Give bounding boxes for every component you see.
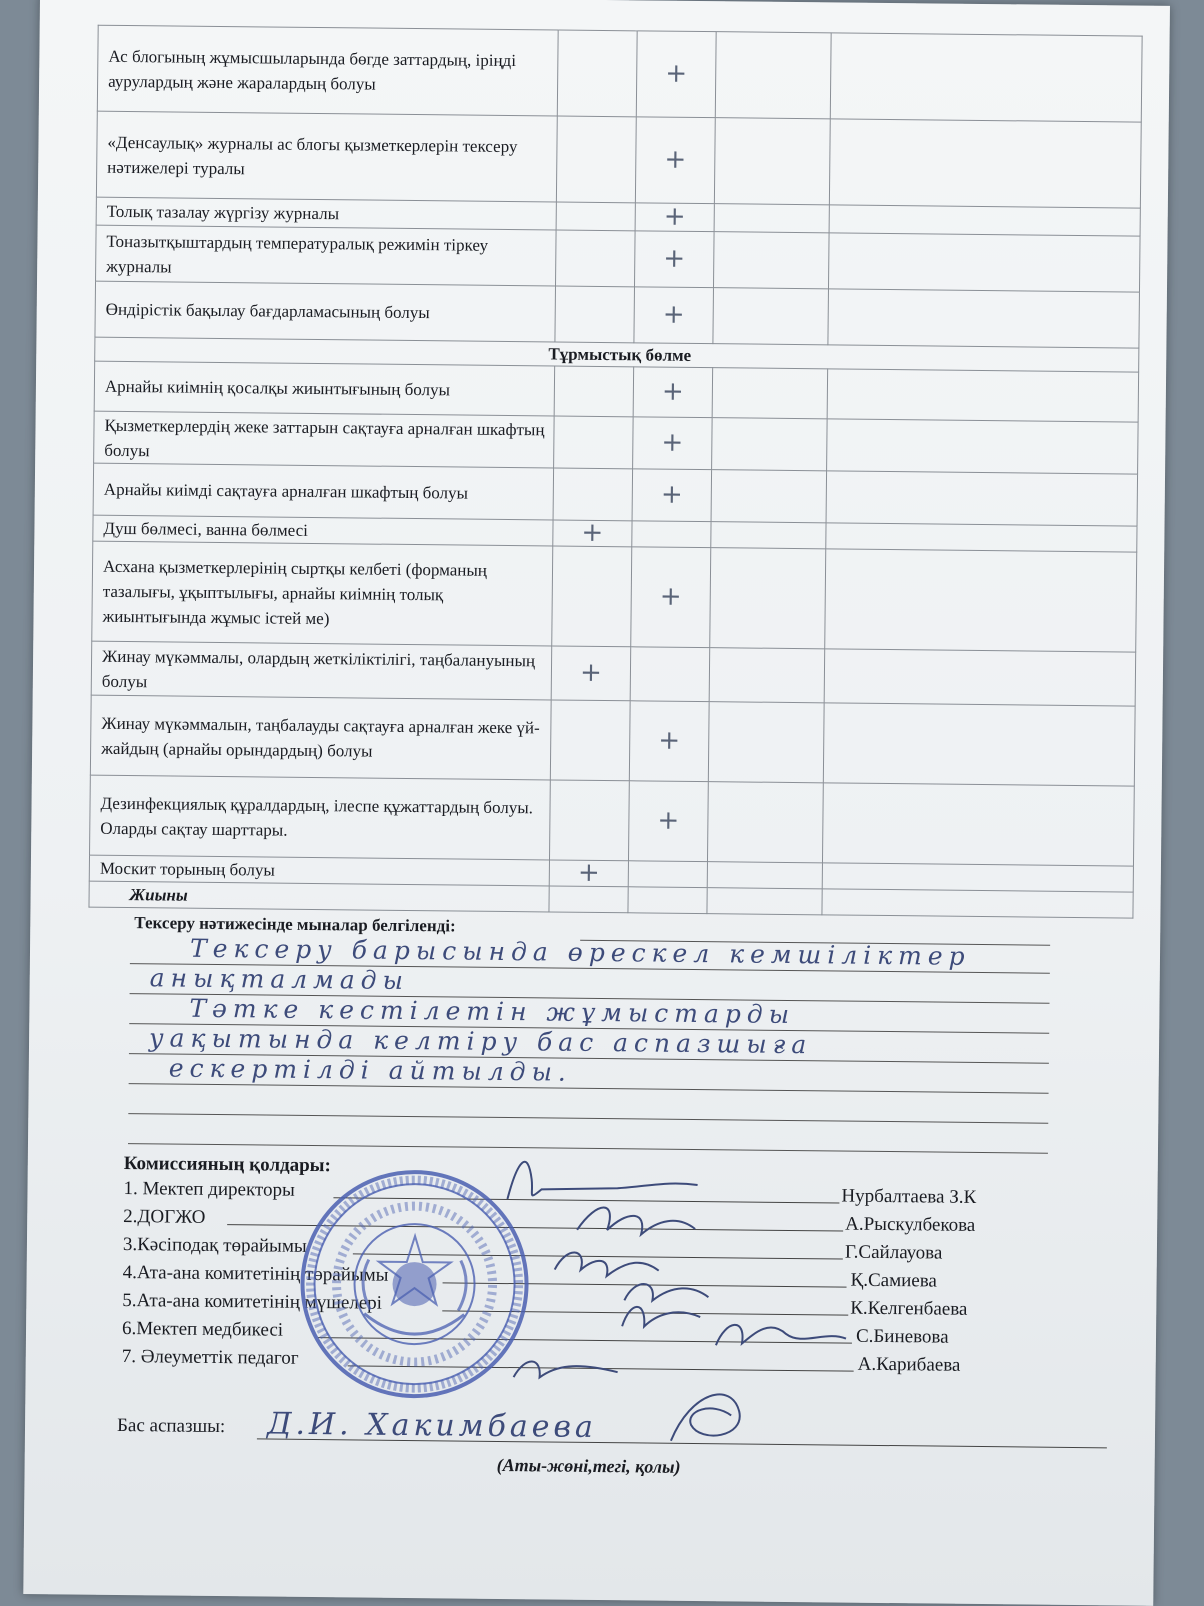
checklist-table <box>88 25 1142 919</box>
check-mark-cell: + <box>551 646 631 701</box>
check-mark-cell <box>708 702 824 783</box>
check-mark-cell <box>713 288 829 345</box>
check-mark-cell <box>557 30 637 117</box>
check-mark-cell <box>827 419 1139 474</box>
checklist-row <box>92 541 1137 652</box>
signature-mark-icon <box>505 1347 625 1392</box>
rule-line <box>128 1113 1048 1124</box>
criterion-label: Толық тазалау жүргізу журналы <box>96 197 556 230</box>
check-mark-cell <box>711 522 826 549</box>
check-mark-cell <box>826 471 1138 526</box>
check-mark-cell <box>824 649 1136 706</box>
check-mark-cell <box>552 546 632 647</box>
check-mark-cell: + <box>635 203 714 232</box>
check-mark-cell: + <box>629 701 709 782</box>
check-mark-cell: + <box>631 547 711 648</box>
check-mark-cell <box>554 416 634 469</box>
member-role: 3.Кәсіподақ төрайымы <box>122 1234 307 1257</box>
check-mark-cell <box>555 286 635 343</box>
check-mark-cell <box>628 861 707 888</box>
check-mark-cell <box>825 549 1137 652</box>
check-mark-cell <box>828 233 1140 292</box>
results-section <box>130 913 1050 1087</box>
check-mark-cell: + <box>634 287 714 344</box>
check-mark-cell <box>632 521 711 548</box>
rule-line <box>129 1083 1049 1094</box>
checklist-row <box>90 775 1135 866</box>
check-mark-cell: + <box>634 231 714 288</box>
document-sheet <box>23 0 1170 1606</box>
checklist-row <box>97 25 1142 122</box>
checklist-row <box>90 695 1135 786</box>
criterion-label: Дезинфекциялық құралдардың, ілеспе құжаттардың болуы. Оларды сақтау шарттары. <box>90 775 551 860</box>
chef-handwritten-name: Д.И. Хакимбаева <box>266 1406 598 1445</box>
check-mark-cell <box>714 118 830 205</box>
criterion-label: «Денсаулық» журналы ас блогы қызметкерлерін тексеру нәтижелері туралы <box>96 111 557 202</box>
check-mark-cell <box>707 782 823 863</box>
check-mark-cell <box>556 230 636 287</box>
check-mark-cell <box>828 289 1140 348</box>
criterion-label: Қызметкерлердің жеке заттарын сақтауға арналған шкафтың болуы <box>94 411 555 468</box>
signature-mark-icon <box>706 1309 857 1361</box>
member-role: 6.Мектеп медбикесі <box>121 1318 284 1341</box>
criterion-label: Жиыны <box>89 881 549 912</box>
section-title: Тұрмыстық бөлме <box>95 337 1139 372</box>
member-name: Қ.Самиева <box>850 1269 938 1292</box>
check-mark-cell <box>709 648 825 703</box>
check-mark-cell <box>822 783 1134 866</box>
commission-title: Комиссияның қолдары: <box>123 1153 332 1177</box>
check-mark-cell: + <box>628 781 708 862</box>
check-mark-cell <box>712 418 828 471</box>
check-mark-cell <box>549 886 628 913</box>
member-role: 2.ДОГЖО <box>123 1206 206 1228</box>
criterion-label: Тоназытқыштардың температуралық режимін тіркеу журналы <box>96 225 557 286</box>
check-mark-cell: + <box>635 117 715 204</box>
handwritten-line: уақытында келтіру бас аспазшыға <box>148 1023 813 1060</box>
check-mark-cell <box>826 523 1137 552</box>
member-name: К.Келгенбаева <box>850 1297 968 1320</box>
criterion-label: Өндірістік бақылау бағдарламасының болуы <box>95 281 556 342</box>
chef-section <box>116 1406 1117 1477</box>
check-mark-cell: + <box>633 417 713 470</box>
handwritten-line: Тәтке кестілетін жұмыстарды <box>189 993 796 1030</box>
check-mark-cell <box>630 647 710 702</box>
check-mark-cell: + <box>636 31 716 118</box>
check-mark-cell: + <box>633 367 713 418</box>
member-name: А.Рыскулбекова <box>845 1213 976 1236</box>
check-mark-cell <box>712 368 828 419</box>
member-name: Нурбалтаева З.К <box>841 1185 977 1208</box>
member-role: 7. Әлеуметтік педагог <box>121 1346 299 1369</box>
signature-mark-icon <box>616 1296 706 1337</box>
member-role: 5.Ата-ана комитетінің мүшелері <box>122 1290 383 1314</box>
check-mark-cell: + <box>632 469 712 522</box>
check-mark-cell <box>556 116 636 203</box>
criterion-label: Жинау мүкәммалы, олардың жеткіліктілігі, таңбалануының болуы <box>91 641 552 700</box>
check-mark-cell <box>822 863 1133 892</box>
check-mark-cell <box>628 887 707 914</box>
member-name: Г.Сайлауова <box>844 1241 943 1264</box>
check-mark-cell <box>553 468 633 521</box>
check-mark-cell <box>707 862 822 889</box>
chef-caption: (Аты-жөні,тегі, қолы) <box>496 1454 681 1477</box>
check-mark-cell <box>550 700 630 781</box>
checklist-row <box>96 111 1141 208</box>
check-mark-cell <box>827 369 1139 422</box>
check-mark-cell <box>554 366 634 417</box>
handwritten-line: анықталмады <box>149 963 410 995</box>
signature-mark-icon <box>661 1381 752 1452</box>
check-mark-cell <box>711 470 827 523</box>
member-role: 1. Мектеп директоры <box>123 1178 295 1201</box>
check-mark-cell <box>710 548 826 649</box>
chef-label: Бас аспазшы: <box>116 1414 226 1438</box>
check-mark-cell: + <box>553 520 632 547</box>
checklist-body <box>89 25 1142 918</box>
criterion-label: Ас блогының жұмысшыларында бөгде заттардың, іріңді аурулардың және жаралардың болуы <box>97 25 558 116</box>
check-mark-cell: + <box>549 860 628 887</box>
check-mark-cell <box>714 204 829 233</box>
criterion-label: Асхана қызметкерлерінің сыртқы келбеті (форманың тазалығы, ұқыптылығы, арнайы киімнің толық жиынтығында жұмыс істей ме) <box>92 541 553 646</box>
check-mark-cell <box>715 32 831 119</box>
results-title: Тексеру нәтижесінде мыналар белгіленді: <box>134 913 456 936</box>
member-role: 4.Ата-ана комитетінің төрайымы <box>122 1262 389 1286</box>
check-mark-cell <box>556 202 635 231</box>
handwritten-line: Тексеру барысында өрескел кемшіліктер <box>189 933 971 971</box>
check-mark-cell <box>829 119 1141 208</box>
check-mark-cell <box>830 33 1142 122</box>
criterion-label: Жинау мүкәммалын, таңбалауды сақтауға арналған жеке үй-жайдың (арнайы орындардың) болуы <box>90 695 551 780</box>
criterion-label: Душ бөлмесі, ванна бөлмесі <box>93 515 553 546</box>
member-name: А.Карибаева <box>857 1353 961 1376</box>
check-mark-cell <box>713 232 829 289</box>
check-mark-cell <box>822 889 1133 918</box>
check-mark-cell <box>707 888 822 915</box>
check-mark-cell <box>549 780 629 861</box>
handwritten-line: ескертілді айтылды. <box>168 1053 573 1087</box>
check-mark-cell <box>823 703 1135 786</box>
criterion-label: Москит торының болуы <box>89 855 549 886</box>
criterion-label: Арнайы киімді сақтауға арналған шкафтың болуы <box>93 463 554 520</box>
check-mark-cell <box>829 205 1140 236</box>
criterion-label: Арнайы киімнің қосалқы жиынтығының болуы <box>94 361 554 416</box>
member-name: С.Биневова <box>855 1325 949 1348</box>
